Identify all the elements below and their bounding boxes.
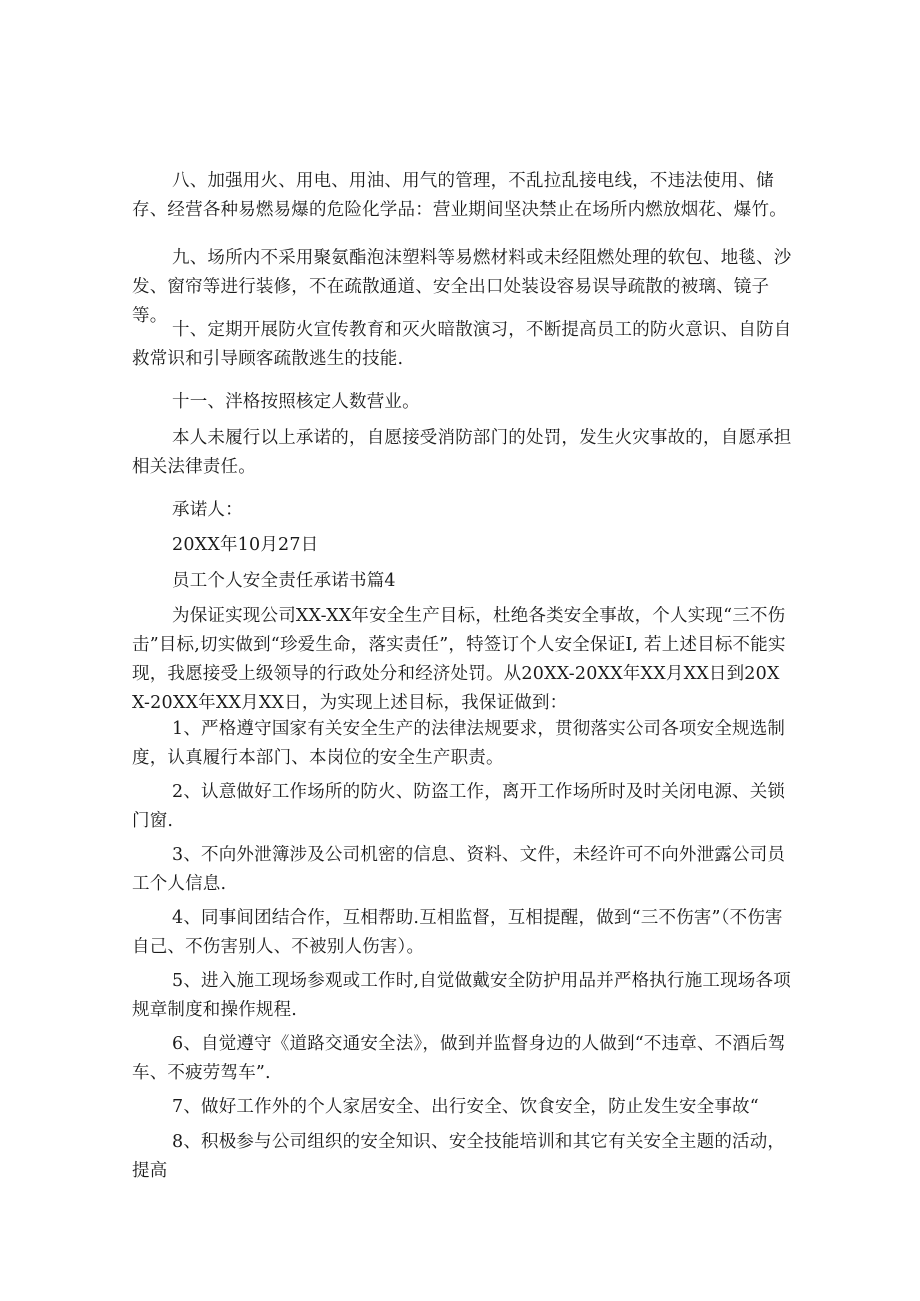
list-item-7: 7、做好工作外的个人家居安全、出行安全、饮食安全，防止发生安全事故“ — [172, 1096, 759, 1117]
signatory-label: 承诺人： — [172, 499, 243, 520]
list-item-4: 4、同事间团结合作，互相帮助.互相监督，互相提醒，做到“三不伤害”（不伤害自己、不伤害别人、不被别人伤害）。 — [132, 907, 783, 957]
list-item-8: 8、积极参与公司组织的安全知识、安全技能培训和其它有关安全主题的活动，提高 — [132, 1131, 786, 1181]
list-item-3: 3、不向外泄簿涉及公司机密的信息、资料、文件，未经许可不向外泄露公司员工个人信息. — [132, 844, 786, 894]
paragraph-item-8: 八、加强用火、用电、用油、用气的管理，不乱拉乱接电线，不违法使用、储存、经营各种易燃易爆的危险化学品：营业期间坚决禁止在场所内燃放烟花、爆竹。 — [132, 170, 787, 220]
paragraph-intro: 为保证实现公司XX-XX年安全生产目标，杜绝各类安全事故，个人实现“三不伤击”目标,切实做到“珍爱生命，落实责任”，特签订个人安全保证I, 若上述目标不能实现，我愿接受上级领导的行政处分和经济处罚。从20XX-20XX年XX月XX日到20XX-20XX年XX月XX日，为实现上述目标，我保证做到： — [132, 605, 786, 713]
section-title: 员工个人安全责任承诺书篇4 — [172, 570, 396, 591]
paragraph-item-10: 十、定期开展防火宣传教育和灭火暗散演习，不断提高员工的防火意识、自防自救常识和引导顾客疏散逃生的技能. — [132, 319, 792, 369]
date-line: 20XX年10月27日 — [172, 534, 319, 555]
list-item-1: 1、严格遵守国家有关安全生产的法律法规要求，贯彻落实公司各项安全规选制度，认真履行本部门、本岗位的安全生产职责。 — [132, 718, 786, 768]
paragraph-item-9: 九、场所内不采用聚氨酯泡沫塑料等易燃材料或未经阻燃处理的软包、地毯、沙发、窗帘等进行装修，不在疏散通道、安全出口处装设容易误导疏散的被璃、镜子等。 — [132, 247, 792, 326]
paragraph-item-11: 十一、泮格按照核定人数营业。 — [172, 391, 420, 412]
paragraph-liability: 本人未履行以上承诺的，自愿接受消防部门的处罚，发生火灾事故的，自愿承担相关法律责任。 — [132, 427, 792, 477]
list-item-2: 2、认意做好工作场所的防火、防盗工作，离开工作场所时及时关闭电源、关锁门窗. — [132, 781, 786, 831]
list-item-5: 5、进入施工现场参观或工作时,自觉做戴安全防护用品并严格执行施工现场各项规章制度和操作规程. — [132, 970, 791, 1020]
list-item-6: 6、自觉遵守《道路交通安全法》，做到并监督身边的人做到“不违章、不酒后驾车、不疲劳驾车”. — [132, 1033, 786, 1083]
